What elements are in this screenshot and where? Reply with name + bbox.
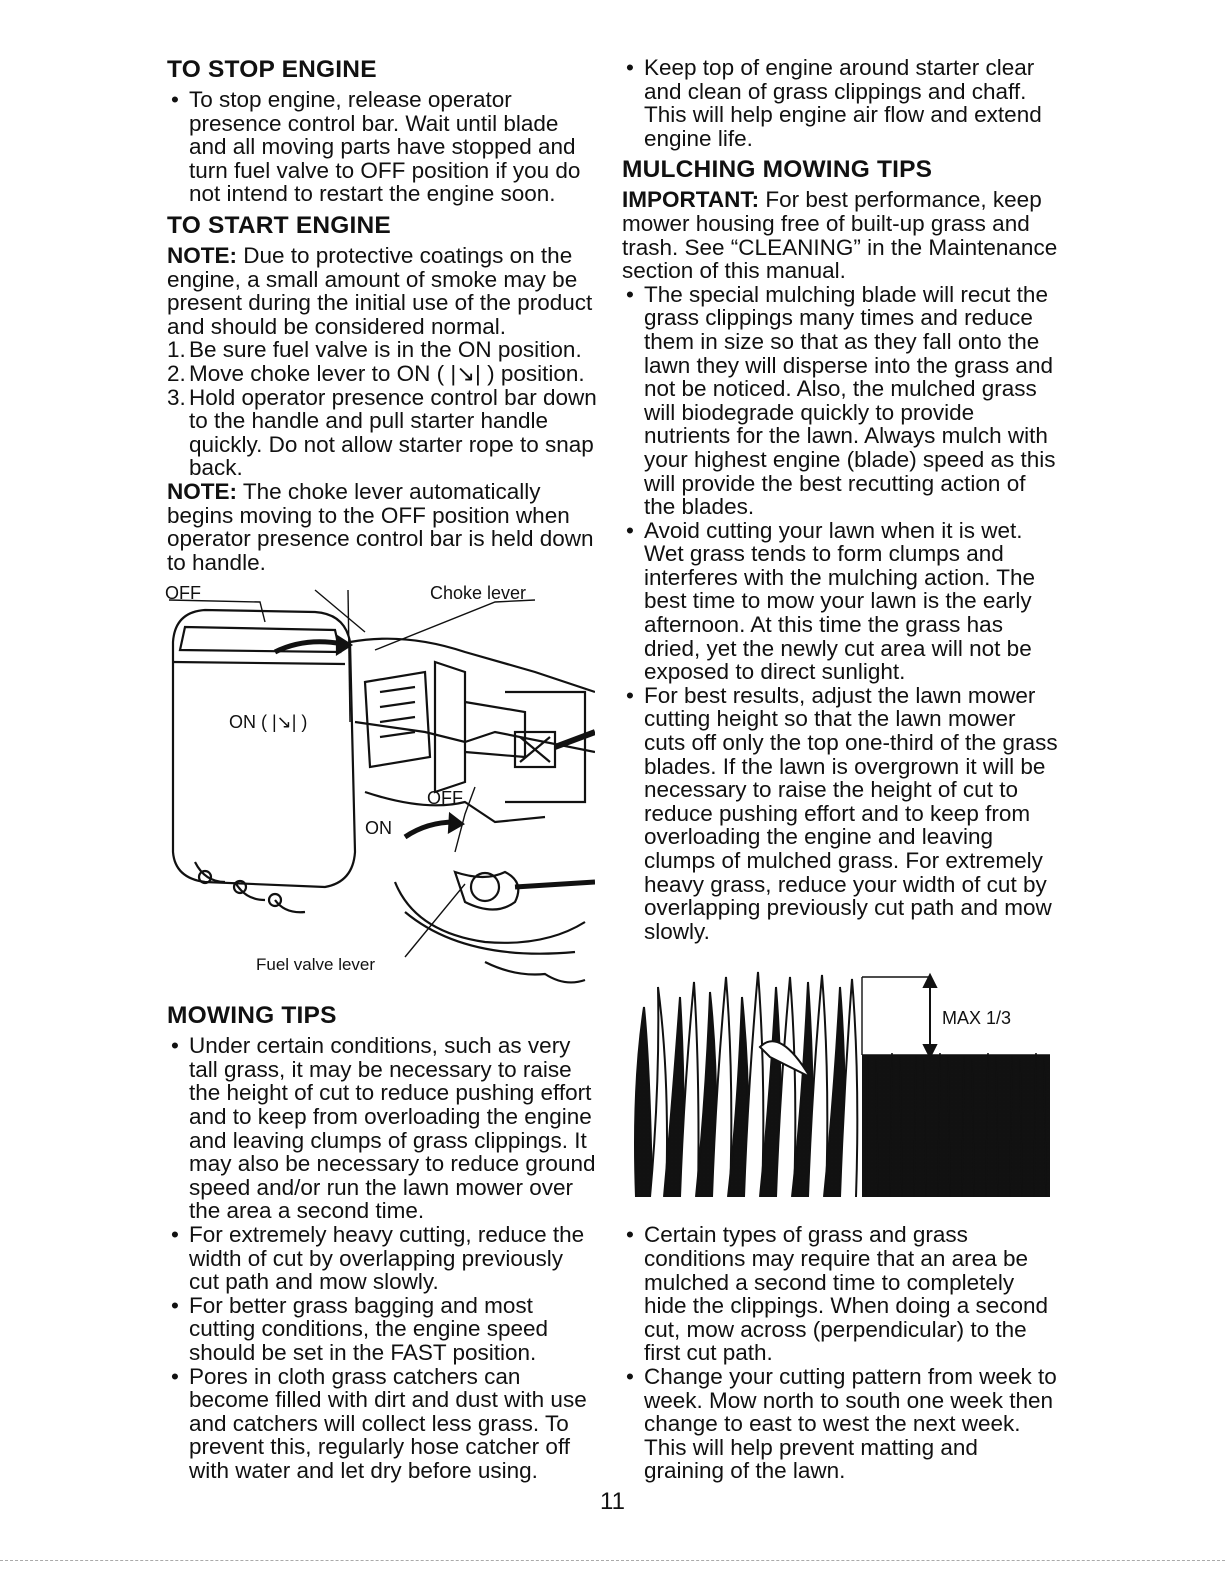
label-fuel-valve-lever: Fuel valve lever	[256, 955, 376, 975]
list-item: • Under certain conditions, such as very tall grass, it may be necessary to raise the height of cut to reduce pushing effort and to keep from overloading the engine and leaving clumps of grass clippings. It may also be necessary to reduce ground speed and/or run the lawn mower over the area a second time.	[167, 1034, 599, 1223]
mulching-tips-heading: MULCHING MOWING TIPS	[622, 156, 933, 184]
start-steps	[167, 338, 599, 480]
list-item: • Certain types of grass and grass conditions may require that an area be mulched a second time to completely hide the clippings. When doing a second cut, mow across (perpendicular) to the first cut path.	[622, 1223, 1060, 1365]
stop-engine-list	[167, 88, 599, 206]
list-item: • Pores in cloth grass catchers can become filled with dirt and dust with use and catchers will collect less grass. To prevent this, regularly hose catcher off with water and let dry before using.	[167, 1365, 599, 1483]
label-on-fuel: ON	[365, 818, 392, 839]
note-text: Due to protective coatings on the engine, a small amount of smoke may be present during the initial use of the product and should be considered normal.	[167, 242, 593, 339]
label-on-choke: ON ( |↘| )	[229, 712, 308, 733]
mowing-tips-heading: MOWING TIPS	[167, 1002, 337, 1030]
list-item: • Keep top of engine around starter clear and clean of grass clippings and chaff. This will help engine air flow and extend engine life.	[622, 56, 1060, 150]
note-label: NOTE:	[167, 242, 237, 268]
list-item: • The special mulching blade will recut the grass clippings many times and reduce them in size so that as they fall onto the lawn they will disperse into the grass and not be noticed. Also, the mulched grass will biodegrade quickly to provide nutrients for the lawn. Always mulch with your highest engine (blade) speed as this will provide the best recutting action of the blades.	[622, 283, 1060, 519]
label-choke-lever: Choke lever	[430, 583, 527, 604]
engine-clean-list	[622, 56, 1060, 150]
list-item	[167, 386, 599, 480]
mulching-tips-list	[622, 283, 1060, 944]
page-edge-divider	[0, 1560, 1225, 1561]
note-label: NOTE:	[167, 478, 237, 504]
start-note-2	[167, 480, 599, 574]
step-number: 3.	[167, 384, 186, 410]
list-item: • For best results, adjust the lawn mower cutting height so that the lawn mower cuts off only the top one-third of the grass blades. If the lawn is overgrown it will be necessary to raise the height of cut to reduce pushing effort and to keep from overloading the engine and leaving clumps of mulched grass. For extremely heavy grass, reduce your width of cut by overlapping previously cut path and mow slowly.	[622, 684, 1060, 944]
step-number: 1.	[167, 337, 186, 363]
page-number: 11	[600, 1488, 625, 1515]
step-text: Move choke lever to ON ( |↘| ) position.	[189, 360, 585, 386]
step-number: 2.	[167, 360, 186, 386]
start-note-1	[167, 244, 599, 338]
list-item	[167, 338, 599, 362]
label-off-fuel: OFF	[427, 788, 463, 809]
extra-mulching-list	[622, 1223, 1060, 1483]
engine-illustration	[165, 582, 595, 1002]
step-text: Hold operator presence control bar down to the handle and pull starter handle quickly. Do not allow starter rope to snap back.	[189, 384, 597, 481]
important-label: IMPORTANT:	[622, 187, 760, 213]
step-text: Be sure fuel valve is in the ON position.	[189, 337, 582, 363]
label-off-top: OFF	[165, 583, 201, 604]
list-item: • For extremely heavy cutting, reduce the width of cut by overlapping previously cut path and mow slowly.	[167, 1223, 599, 1294]
right-column	[622, 56, 1060, 1483]
engine-figure	[165, 582, 595, 1002]
list-item: • For better grass bagging and most cutting conditions, the engine speed should be set in the FAST position.	[167, 1294, 599, 1365]
left-column	[167, 56, 599, 1483]
label-max-third: MAX 1/3	[942, 1008, 1012, 1029]
important-note	[622, 188, 1060, 282]
grass-height-figure	[630, 967, 1050, 1197]
stop-engine-heading: TO STOP ENGINE	[167, 56, 377, 83]
start-engine-heading: TO START ENGINE	[167, 211, 391, 239]
list-item: • Change your cutting pattern from week to week. Mow north to south one week then change to east to west the next week. This will help prevent matting and graining of the lawn.	[622, 1365, 1060, 1483]
list-item	[167, 362, 599, 386]
grass-illustration	[630, 967, 1050, 1197]
mowing-tips-list	[167, 1034, 599, 1482]
important-text: For best performance, keep mower housing free of built-up grass and trash. See “CLEANING” in the Maintenance section of this manual.	[622, 187, 1058, 284]
list-item: • Avoid cutting your lawn when it is wet. Wet grass tends to form clumps and interferes with the mulching action. The best time to mow your lawn is the early afternoon. At this time the grass has dried, yet the newly cut area will not be exposed to direct sunlight.	[622, 519, 1060, 684]
list-item: • To stop engine, release operator presence control bar. Wait until blade and all moving parts have stopped and turn fuel valve to OFF position if you do not intend to restart the engine soon.	[167, 88, 599, 206]
note-text: The choke lever automatically begins moving to the OFF position when operator presence control bar is held down to handle.	[167, 478, 594, 575]
